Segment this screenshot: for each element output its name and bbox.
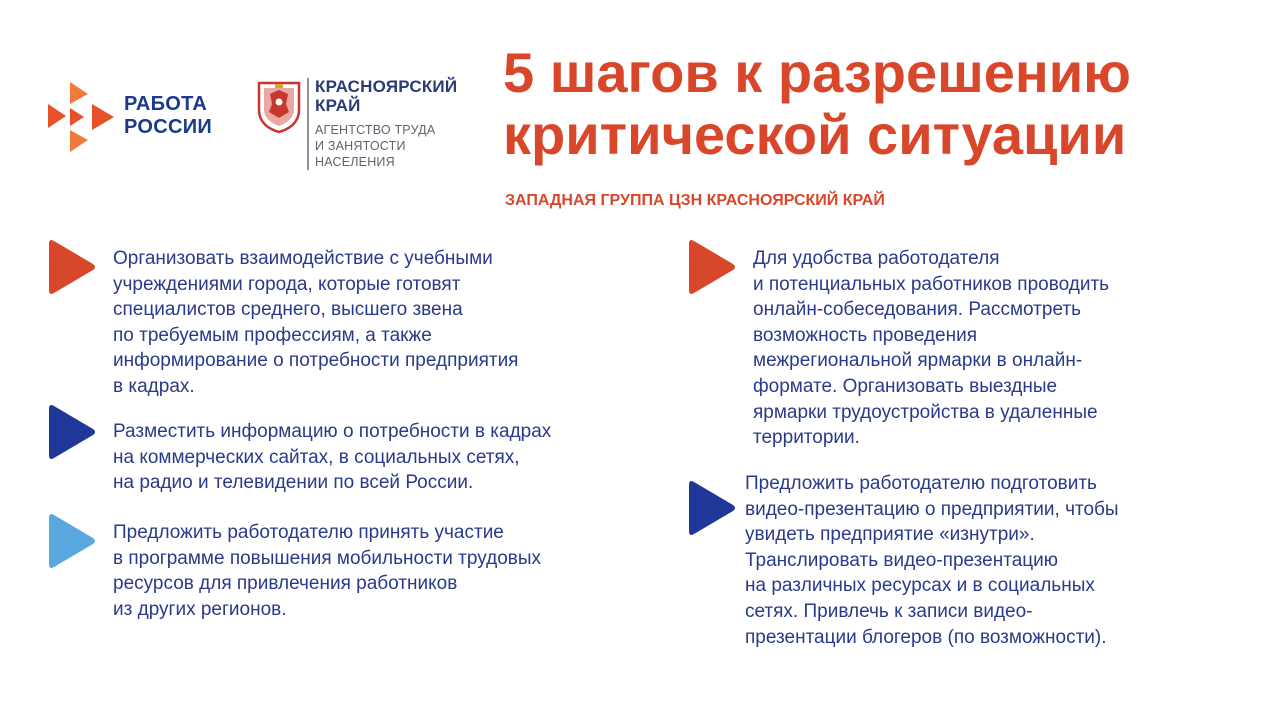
page-title: 5 шагов к разрешению критической ситуации [503,41,1132,166]
step-4-text: Для удобства работодателя и потенциальных работников проводить онлайн-собеседования. Рассмотреть возможность проведения межрегиональной ярмарки в онлайн- формате. Организовать выездные ярмарки трудоустройства в удаленные территории. [753,248,1110,449]
blue-play-arrow-icon [48,403,96,461]
rabota-rossii-logo-icon [46,82,116,152]
red-play-arrow-icon [688,238,736,296]
krasnoyarsk-krai-title: КРАСНОЯРСКИЙ КРАЙ [315,77,458,115]
step-5-text: Предложить работодателю подготовить видео-презентацию о предприятии, чтобы увидеть предприятие «изнутри». Транслировать видео-презентацию на различных ресурсах и в социальных сетях. Привлечь к записи видео- презентации блогеров (по возможности). [745,473,1119,648]
blue-play-arrow-icon [688,479,736,537]
step-3-text: Предложить работодателю принять участие в программе повышения мобильности трудовых ресурсов для привлечения работников из других регионов. [113,522,542,620]
red-play-arrow-icon [48,238,96,296]
rabota-rossii-logo-text: РАБОТА РОССИИ [124,93,213,138]
step-1-text: Организовать взаимодействие с учебными учреждениями города, которые готовят специалистов среднего, высшего звена по требуемым профессиям, а также информирование о потребности предприятия в кадрах. [113,248,519,397]
light-blue-play-arrow-icon [48,512,96,570]
step-1-arrow [49,240,95,294]
page-subtitle: ЗАПАДНАЯ ГРУППА ЦЗН КРАСНОЯРСКИЙ КРАЙ [505,192,885,209]
step-2-text: Разместить информацию о потребности в кадрах на коммерческих сайтах, в социальных сетях, на радио и телевидении по всей России. [113,421,552,494]
logo-divider [307,78,309,170]
krasnoyarsk-crest-icon [256,80,302,134]
labor-agency-subtitle: АГЕНТСТВО ТРУДА И ЗАНЯТОСТИ НАСЕЛЕНИЯ [315,123,436,169]
